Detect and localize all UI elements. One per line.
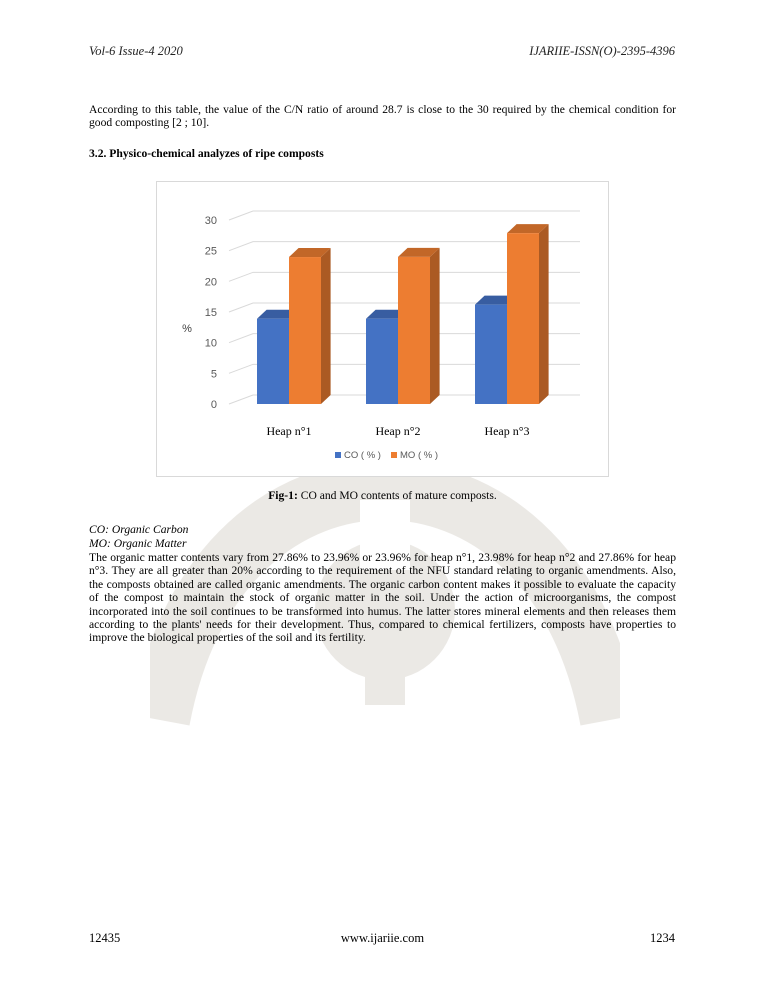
x-tick-label: Heap n°1 xyxy=(266,424,312,438)
bar xyxy=(507,233,539,404)
y-tick-label: 5 xyxy=(210,368,217,381)
y-tick-label: 15 xyxy=(204,307,217,319)
gridline xyxy=(229,211,580,220)
y-tick-label: 20 xyxy=(204,276,217,289)
x-tick-label: Heap n°2 xyxy=(375,424,421,438)
legend-label: CO ( % ) xyxy=(344,450,381,461)
figure-label: Fig-1: xyxy=(268,489,298,502)
y-tick-label: 25 xyxy=(204,245,217,258)
bar-chart-svg xyxy=(157,182,608,476)
abbreviation-mo: MO: Organic Matter xyxy=(89,537,187,550)
bar xyxy=(289,257,321,404)
bar xyxy=(366,319,398,404)
bar-side xyxy=(430,248,440,404)
bar-side xyxy=(321,248,331,404)
bar xyxy=(257,319,289,404)
legend-swatch xyxy=(335,452,341,458)
footer-paper-id: 12435 xyxy=(89,931,121,945)
abbreviation-co: CO: Organic Carbon xyxy=(89,523,189,536)
y-tick-label: 30 xyxy=(204,215,217,227)
bar-side xyxy=(539,224,549,404)
legend-label: MO ( % ) xyxy=(400,450,438,461)
section-heading: 3.2. Physico-chemical analyzes of ripe composts xyxy=(89,147,324,160)
footer-page-number: 1234 xyxy=(650,931,675,945)
x-tick-label: Heap n°3 xyxy=(484,424,530,438)
bar xyxy=(398,257,430,404)
bar xyxy=(475,305,507,404)
y-tick-label: 0 xyxy=(210,399,217,411)
discussion-paragraph: The organic matter contents vary from 27.86% to 23.96% or 23.96% for heap n°1, 23.98% for heap n°2 and 27.86% for heap n°3. They are all greater than 20% according to the requirement of the NFU standard relating to organic amendments. Also, the composts obtained are called organic amendments. The organic carbon content makes it possible to evaluate the capacity of the compost to maintain the stock of organic matter in the soil. Under the action of microorganisms, the compost incorporated into the soil continues to be transformed into humus. The latter stores mineral elements and then releases them according to the plants' needs for their development. Thus, compared to chemical fertilizers, composts have properties to improve the biological properties of the soil and its fertility. xyxy=(89,551,676,645)
figure-caption xyxy=(0,489,765,502)
intro-paragraph: According to this table, the value of the C/N ratio of around 28.7 is close to the 30 required by the chemical condition for good composting [2 ; 10]. xyxy=(89,103,676,130)
bar-chart xyxy=(156,181,609,477)
journal-volume: Vol-6 Issue-4 2020 xyxy=(89,44,183,58)
journal-issn: IJARIIE-ISSN(O)-2395-4396 xyxy=(529,44,675,58)
y-tick-label: 10 xyxy=(204,337,217,350)
footer-website: www.ijariie.com xyxy=(340,931,425,945)
y-axis-label: % xyxy=(182,323,192,335)
legend-swatch xyxy=(391,452,397,458)
figure-caption-text: CO and MO contents of mature composts. xyxy=(297,489,497,502)
